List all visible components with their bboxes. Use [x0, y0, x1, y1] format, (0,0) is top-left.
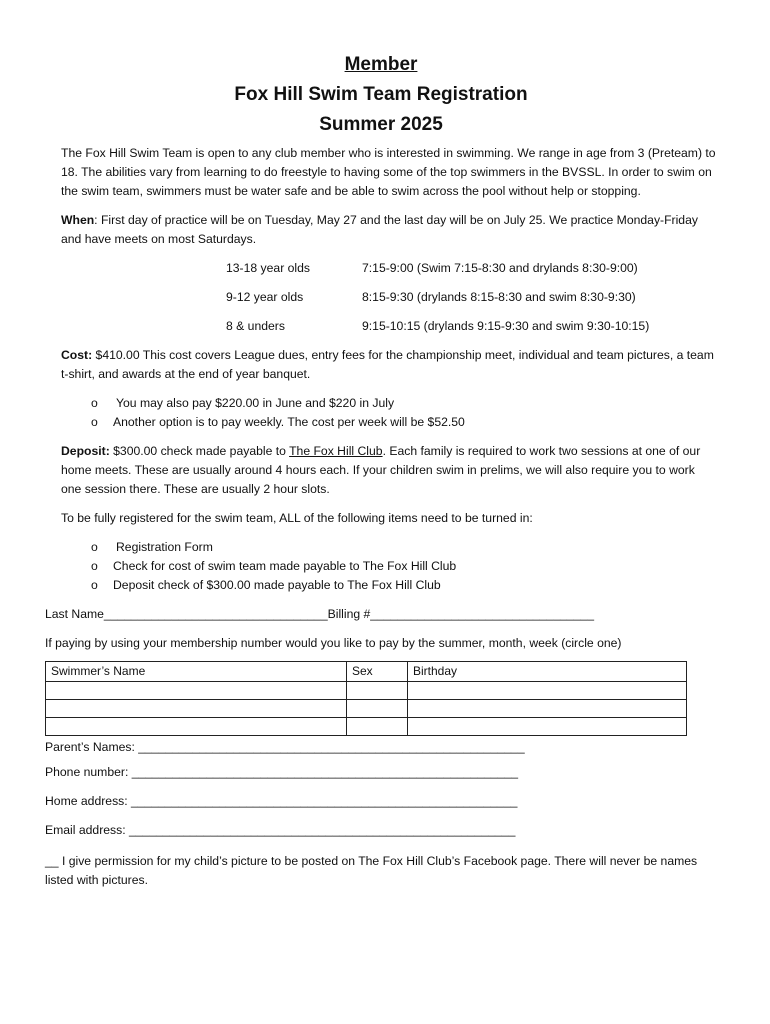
schedule-age: 13-18 year olds	[226, 261, 311, 275]
cost-text: $410.00 This cost covers League dues, entry fees for the championship meet, individual and team pictures, a team t-shirt, and awards at the end of year banquet.	[61, 348, 714, 381]
cost-paragraph	[45, 346, 717, 384]
schedule-row	[226, 283, 717, 312]
table-row	[46, 682, 687, 700]
home-address-field[interactable]: Home address: _________________________________________________________	[45, 794, 518, 808]
schedule-age: 9-12 year olds	[226, 290, 304, 304]
deposit-label: Deposit:	[61, 444, 110, 458]
bullet-marker: o	[91, 559, 98, 573]
sex-cell[interactable]	[347, 682, 408, 700]
list-item-text: You may also pay $220.00 in June and $220 in July	[116, 396, 395, 410]
table-header-row	[46, 662, 687, 682]
last-name-billing-line	[45, 600, 717, 629]
header-season: Summer 2025	[319, 114, 443, 135]
bullet-marker: o	[91, 415, 98, 429]
schedule-time: 9:15-10:15 (drylands 9:15-9:30 and swim 9:30-10:15)	[362, 319, 650, 333]
bullet-marker: o	[91, 578, 98, 592]
bullet-marker: o	[91, 540, 98, 554]
deposit-text: $300.00 check made payable to	[109, 444, 290, 458]
list-item-text: Another option is to pay weekly. The cost per week will be $52.50	[113, 415, 465, 429]
email-address-field[interactable]: Email address: _________________________________________________________	[45, 823, 516, 837]
list-item	[91, 538, 717, 557]
list-item	[91, 413, 717, 432]
practice-schedule	[226, 254, 717, 341]
birthday-cell[interactable]	[408, 718, 687, 736]
sex-header: Sex	[347, 662, 408, 682]
birthday-cell[interactable]	[408, 682, 687, 700]
when-text: : First day of practice will be on Tuesday, May 27 and the last day will be on July 25. We practice Monday-Friday and have meets on most Saturdays.	[61, 213, 698, 246]
header-member: Member	[344, 54, 418, 75]
when-label: When	[61, 213, 95, 227]
birthday-header: Birthday	[408, 662, 687, 682]
parents-names-field[interactable]: Parent’s Names: _________________________________________________________	[45, 739, 525, 754]
membership-question: If paying by using your membership number would you like to pay by the summer, month, week (circle one)	[45, 636, 622, 650]
document-header	[45, 50, 717, 140]
swimmer-name-cell[interactable]	[46, 718, 347, 736]
sex-cell[interactable]	[347, 700, 408, 718]
requirements-intro: To be fully registered for the swim team, ALL of the following items need to be turned in:	[61, 511, 533, 525]
list-item	[91, 557, 717, 576]
last-name-field[interactable]: Last Name_________________________________	[45, 607, 328, 621]
deposit-paragraph	[45, 442, 717, 499]
list-item-text: Registration Form	[116, 540, 213, 554]
list-item-text: Deposit check of $300.00 made payable to The Fox Hill Club	[113, 578, 441, 592]
table-row	[46, 700, 687, 718]
cost-label: Cost:	[61, 348, 93, 362]
sex-cell[interactable]	[347, 718, 408, 736]
registration-page	[45, 50, 717, 890]
list-item-text: Check for cost of swim team made payable to The Fox Hill Club	[113, 559, 457, 573]
bullet-marker: o	[91, 396, 98, 410]
schedule-row	[226, 312, 717, 341]
photo-permission-statement[interactable]: __ I give permission for my child’s picture to be posted on The Fox Hill Club’s Facebook page. There will never be names listed with pictures.	[45, 854, 698, 887]
swimmer-name-cell[interactable]	[46, 700, 347, 718]
requirements-list	[91, 538, 717, 595]
swimmer-name-header: Swimmer’s Name	[46, 662, 347, 682]
swimmer-table	[45, 661, 687, 736]
list-item	[91, 576, 717, 595]
list-item	[91, 394, 717, 413]
when-paragraph	[45, 211, 717, 249]
schedule-time: 7:15-9:00 (Swim 7:15-8:30 and drylands 8:30-9:00)	[362, 261, 638, 275]
deposit-payee: The Fox Hill Club	[289, 444, 383, 458]
schedule-age: 8 & unders	[226, 319, 285, 333]
intro-paragraph: The Fox Hill Swim Team is open to any club member who is interested in swimming. We range in age from 3 (Preteam) to 18. The abilities vary from learning to do freestyle to having some of the top swimmers in the BVSSL. In order to swim on the swim team, swimmers must be water safe and be able to swim across the pool without help or stopping.	[61, 146, 716, 198]
schedule-row	[226, 254, 717, 283]
header-title: Fox Hill Swim Team Registration	[234, 84, 528, 105]
phone-number-field[interactable]: Phone number: _________________________________________________________	[45, 765, 519, 779]
table-row	[46, 718, 687, 736]
swimmer-name-cell[interactable]	[46, 682, 347, 700]
deposit-text-rest: . Each family is required to work two sessions at one of our home meets. These are usually around 4 hours each. If your children swim in prelims, we will also require you to work one session there. These are usually 2 hour slots.	[61, 444, 701, 496]
birthday-cell[interactable]	[408, 700, 687, 718]
billing-field[interactable]: Billing #_________________________________	[327, 607, 594, 621]
cost-options-list	[91, 394, 717, 432]
schedule-time: 8:15-9:30 (drylands 8:15-8:30 and swim 8:30-9:30)	[362, 290, 636, 304]
